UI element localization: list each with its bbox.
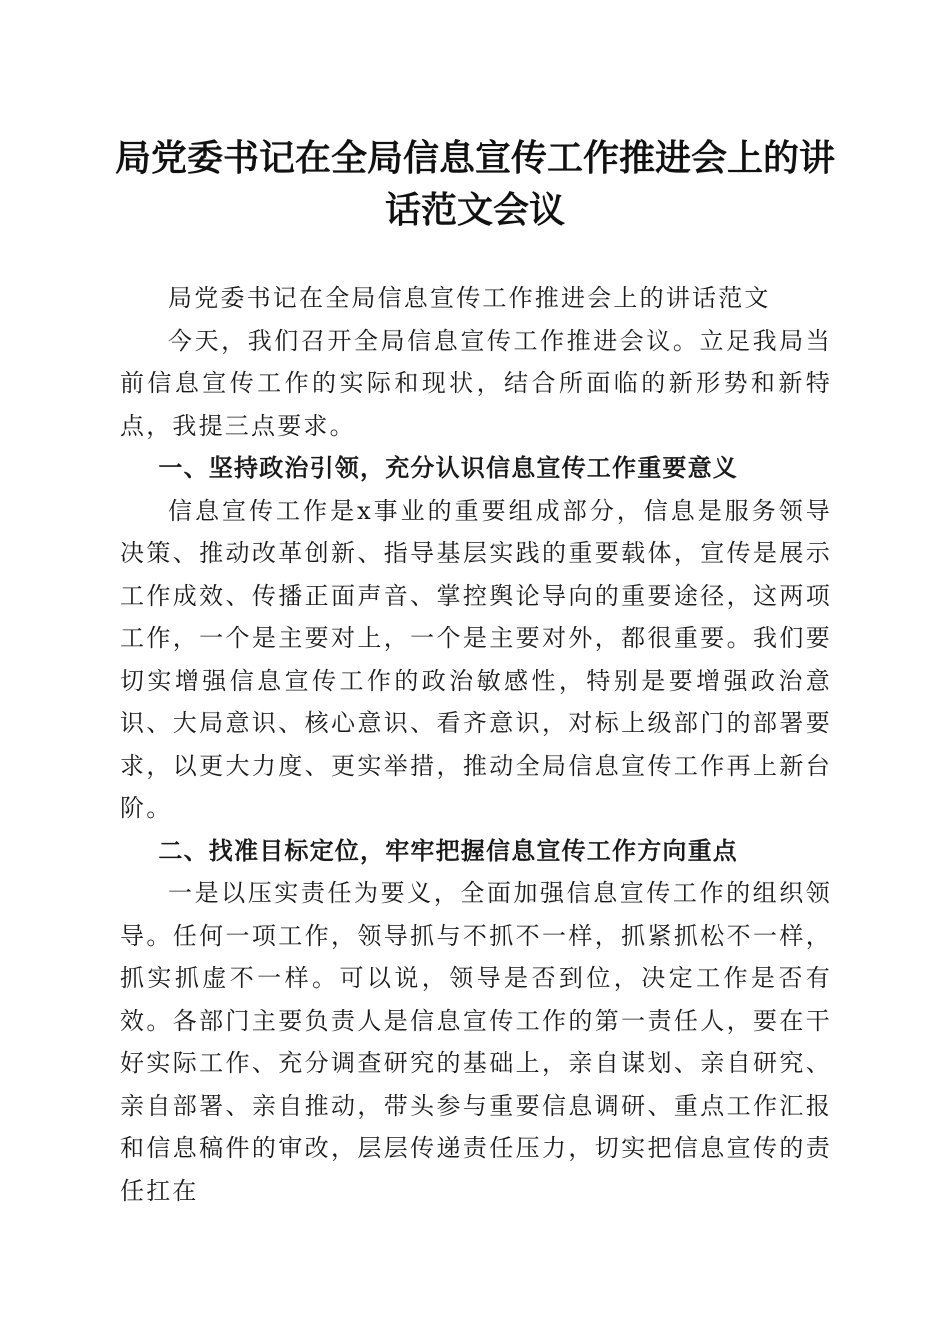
- paragraph-subtitle: 局党委书记在全局信息宣传工作推进会上的讲话范文: [168, 284, 771, 312]
- paragraph-section-1: 信息宣传工作是x事业的重要组成部分，信息是服务领导决策、推动改革创新、指导基层实践的重要载体，宣传是展示工作成效、传播正面声音、掌控舆论导向的重要途径，这两项工作，一个是主要对上，一个是主要对外，都很重要。我们要切实增强信息宣传工作的政治敏感性，特别是要增强政治意识、大局意识、核心意识、看齐意识，对标上级部门的部署要求，以更大力度、更实举措，推动全局信息宣传工作再上新台阶。: [120, 496, 832, 822]
- section-heading-1: 一、坚持政治引领，充分认识信息宣传工作重要意义: [158, 454, 738, 482]
- document-title: 局党委书记在全局信息宣传工作推进会上的讲话范文会议: [114, 137, 835, 231]
- paragraph-intro: 今天，我们召开全局信息宣传工作推进会议。立足我局当前信息宣传工作的实际和现状，结合所面临的新形势和新特点，我提三点要求。: [120, 326, 832, 440]
- document-body: [120, 277, 832, 1212]
- section-heading-2: 二、找准目标定位，牢牢把握信息宣传工作方向重点: [158, 836, 738, 865]
- paragraph-section-2: 一是以压实责任为要义，全面加强信息宣传工作的组织领导。任何一项工作，领导抓与不抓不一样，抓紧抓松不一样，抓实抓虚不一样。可以说，领导是否到位，决定工作是否有效。各部门主要负责人是信息宣传工作的第一责任人，要在干好实际工作、充分调查研究的基础上，亲自谋划、亲自研究、亲自部署、亲自推动，带头参与重要信息调研、重点工作汇报和信息稿件的审改，层层传递责任压力，切实把信息宣传的责任扛在: [120, 879, 832, 1205]
